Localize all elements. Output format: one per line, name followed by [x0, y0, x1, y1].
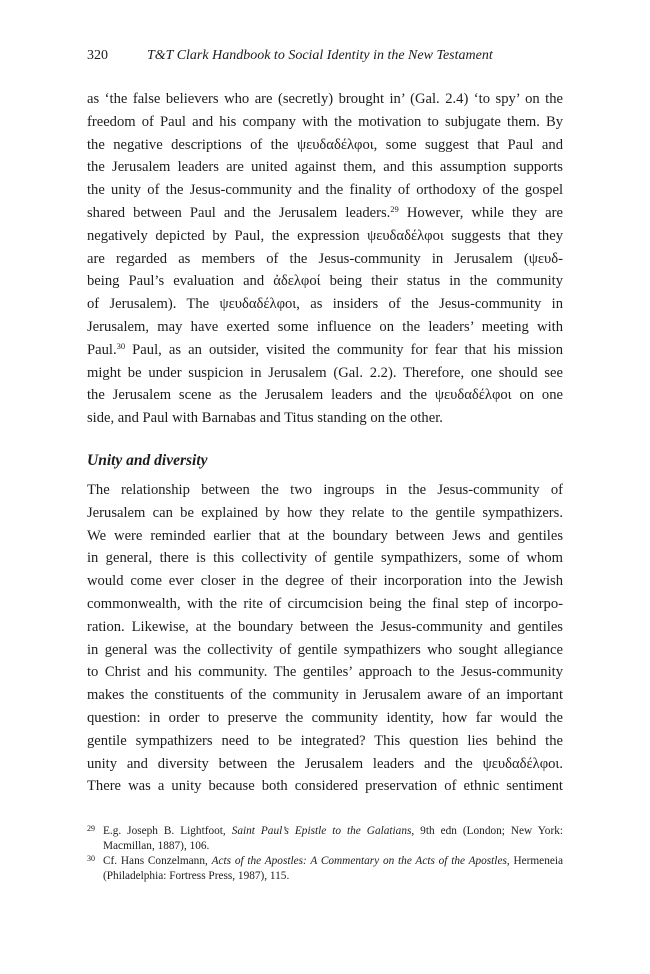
text-line: [87, 202, 563, 225]
footnote-number: 29: [87, 824, 95, 833]
text-line: are regarded as members of the Jesus-community in Jerusalem (ψευδ-: [87, 250, 563, 267]
footnotes: [87, 824, 563, 884]
footnote-text: , Hermeneia: [506, 855, 564, 868]
footnote-line: (Philadelphia: Fortress Press, 1987), 115.: [103, 869, 290, 882]
text-line: freedom of Paul and his company with the motivation to subjugate them. By: [87, 113, 563, 130]
footnote-book-title: Acts of the Apostles: A Commentary on the Acts of the Apostles: [211, 855, 507, 868]
text-line: might be under suspicion in Jerusalem (Gal. 2.2). Therefore, one should see: [87, 364, 563, 381]
text-line: in general was the collectivity of gentile sympathizers who sought allegiance: [87, 641, 563, 658]
text-line: [87, 339, 563, 362]
text-line: makes the constituents of the community in Jerusalem aware of an important: [87, 687, 563, 704]
footnote-line: [103, 854, 563, 869]
text-line: ration. Likewise, at the boundary between the Jesus-community and gentiles: [87, 618, 563, 635]
footnote-book-title: Saint Paul’s Epistle to the Galatians: [231, 825, 412, 837]
text-line: being Paul’s evaluation and ἀδελφοί being their status in the community: [87, 273, 563, 290]
footnote-30: [87, 854, 563, 883]
footnote-text: Cf. Hans Conzelmann,: [103, 855, 212, 868]
footnote-line: Macmillan, 1887), 106.: [103, 839, 210, 852]
text-segment: shared between Paul and the Jerusalem leaders.: [87, 204, 391, 221]
footnote-29: [87, 824, 563, 853]
text-segment: Paul.: [87, 341, 117, 358]
text-segment: Paul, as an outsider, visited the community for fear that his mission: [125, 341, 563, 358]
text-line: negatively depicted by Paul, the expression ψευδαδέλφοι suggests that they: [87, 227, 563, 244]
text-line: the Jerusalem leaders are united against them, and this assumption supports: [87, 159, 563, 176]
text-segment: However, while they are: [398, 204, 563, 221]
body-paragraph-1: [87, 88, 563, 430]
footnote-reference-29[interactable]: 29: [390, 203, 399, 214]
text-line: to Christ and his community. The gentiles’ approach to the Jesus-community: [87, 664, 563, 681]
section-heading: Unity and diversity: [87, 452, 208, 469]
text-line: gentile sympathizers need to be integrated? This question lies behind the: [87, 732, 563, 749]
footnote-number: 30: [87, 854, 95, 864]
body-paragraph-2: [87, 479, 563, 798]
footnote-line: [103, 824, 563, 839]
text-line: Jerusalem can be explained by how they relate to the gentile sympathizers.: [87, 504, 563, 521]
page-number: 320: [87, 48, 108, 63]
text-line: There was a unity because both considered preservation of ethnic sentiment: [87, 778, 563, 795]
text-line: unity and diversity between the Jerusalem leaders and the ψευδαδέλφοι.: [87, 755, 563, 772]
text-line: the Jerusalem scene as the Jerusalem leaders and the ψευδαδέλφοι on one: [87, 387, 563, 404]
footnote-reference-30[interactable]: 30: [116, 340, 126, 351]
text-line: of Jerusalem). The ψευδαδέλφοι, as insiders of the Jesus-community in: [87, 296, 563, 313]
running-title: T&T Clark Handbook to Social Identity in the New Testament: [147, 48, 493, 63]
text-line: would come ever closer in the degree of their incorporation into the Jewish: [87, 573, 563, 590]
text-line: side, and Paul with Barnabas and Titus standing on the other.: [87, 410, 443, 427]
text-line: the unity of the Jesus-community and the finality of orthodoxy of the gospel: [87, 182, 563, 199]
text-line: commonwealth, with the rite of circumcision being the final step of incorpo-: [87, 595, 563, 612]
running-head: [87, 46, 562, 66]
text-line: Jerusalem, may have exerted some influence on the leaders’ meeting with: [87, 318, 563, 335]
text-line: The relationship between the two ingroups in the Jesus-community of: [87, 482, 563, 498]
text-line: We were reminded earlier that at the boundary between Jews and gentiles: [87, 527, 563, 544]
footnote-text: , 9th edn (London; New York:: [411, 825, 563, 837]
text-line: in general, there is this collectivity of gentile sympathizers, some of whom: [87, 550, 563, 567]
text-line: as ‘the false believers who are (secretly) brought in’ (Gal. 2.4) ‘to spy’ on the: [87, 91, 563, 107]
text-line: the negative descriptions of the ψευδαδέλφοι, some suggest that Paul and: [87, 136, 563, 153]
footnote-text: E.g. Joseph B. Lightfoot,: [103, 825, 232, 837]
text-line: question: in order to preserve the community identity, how far would the: [87, 709, 563, 726]
